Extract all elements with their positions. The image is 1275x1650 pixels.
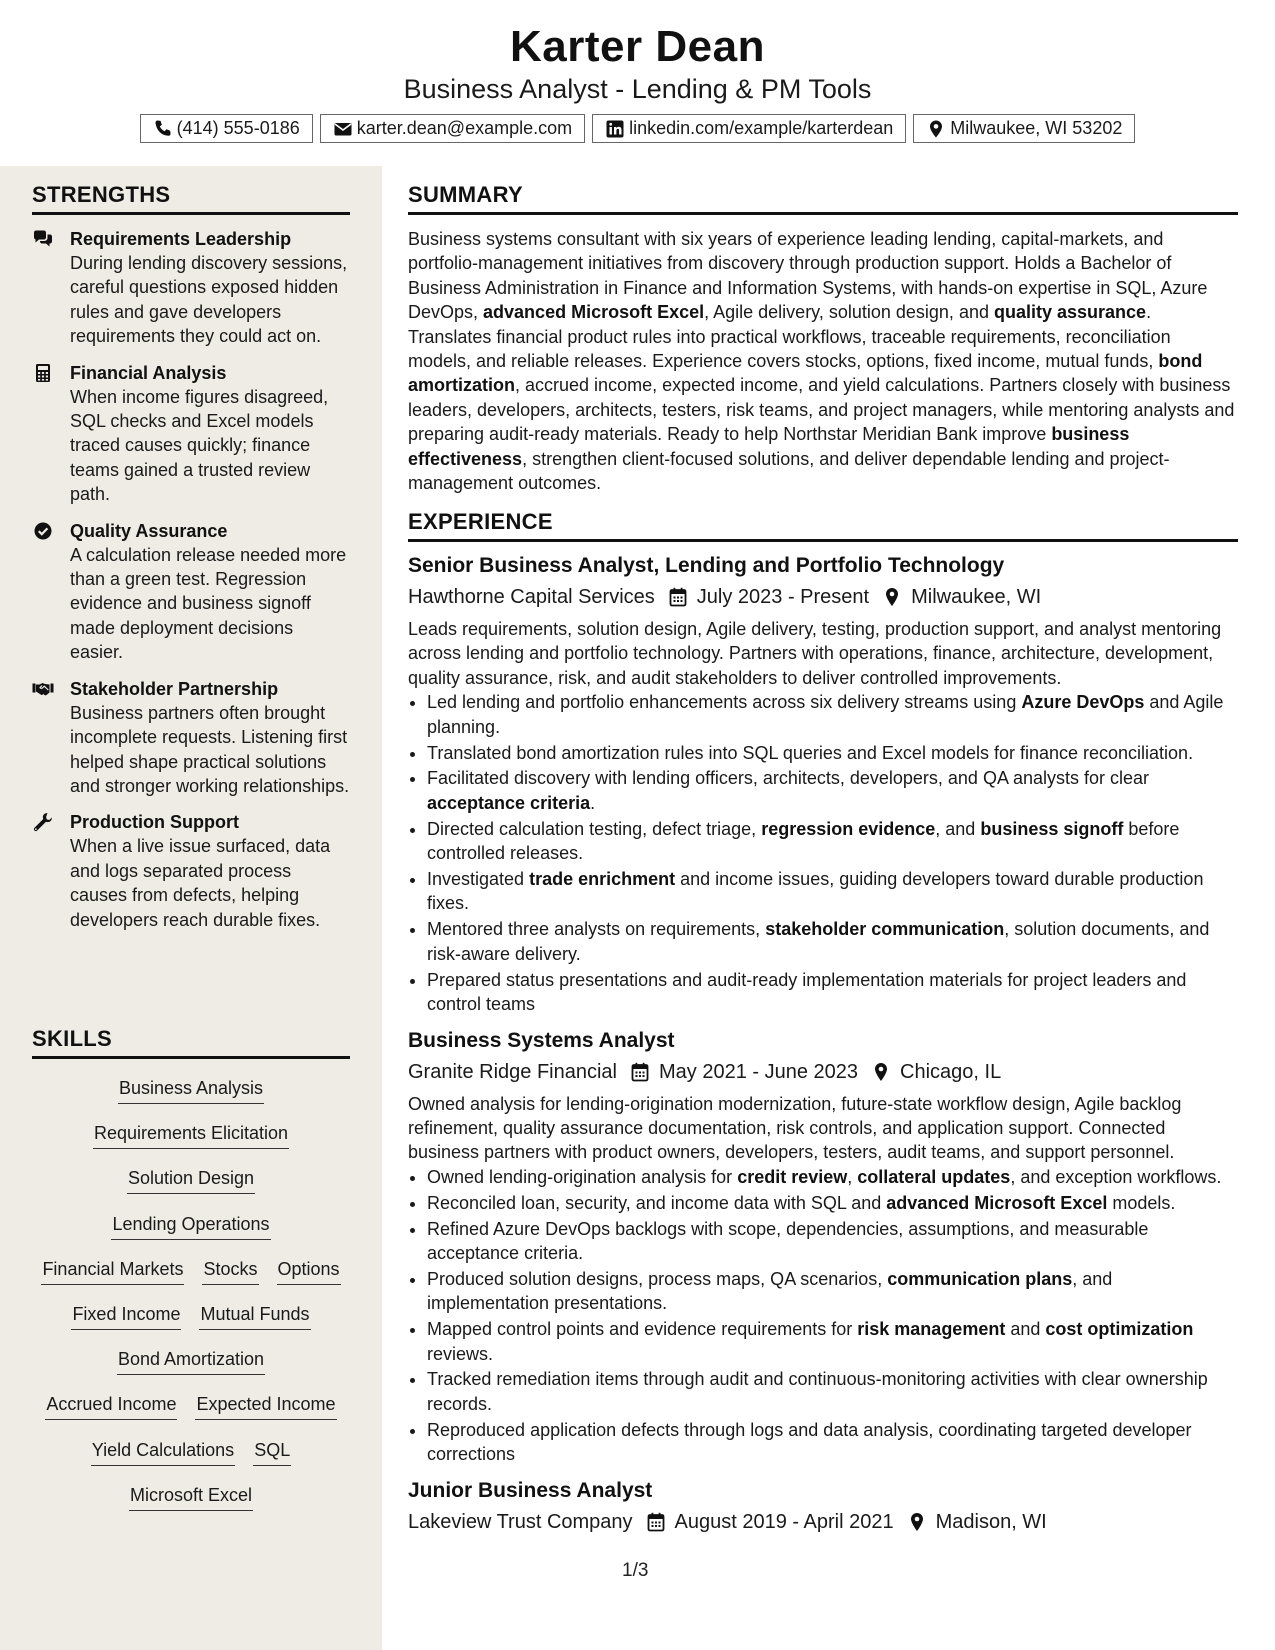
handshake-icon [32, 679, 54, 699]
strength-description: A calculation release needed more than a green test. Regression evidence and business signoff made deployment decisions easier. [70, 544, 347, 663]
bold-keyword: collateral updates [857, 1166, 1011, 1187]
contact-bar [0, 114, 1275, 143]
strength-title: Financial Analysis [70, 362, 227, 383]
strength-description: When a live issue surfaced, data and logs separated process causes from defects, helping developers reach durable fixes. [70, 836, 331, 930]
contact-email[interactable] [320, 114, 585, 143]
contact-location[interactable] [913, 114, 1135, 143]
map-pin-icon [926, 119, 946, 139]
skills-section [0, 1026, 382, 1527]
calculator-icon [32, 363, 54, 383]
calendar-icon [647, 1512, 665, 1532]
job-bullets [408, 1165, 1238, 1467]
strengths-heading: STRENGTHS [32, 182, 350, 215]
skill-tag: Expected Income [195, 1391, 336, 1420]
job-dates: July 2023 - Present [696, 586, 870, 608]
job-description: Owned analysis for lending-origination modernization, future-state workflow design, Agile backlog refinement, quality assurance documentation, risk controls, and application support. Connected business partners with product owners, developers, testers, audit teams, and support personnel. [408, 1093, 1182, 1163]
skills-heading: SKILLS [32, 1026, 350, 1059]
bold-keyword: trade enrichment [529, 869, 676, 890]
job-title: Senior Business Analyst, Lending and Portfolio Technology [408, 554, 1005, 577]
bold-keyword: risk management [857, 1319, 1006, 1340]
job-bullet: • Produced solution designs, process maps, QA scenarios, communication plans, and implementation presentations. [427, 1267, 1238, 1316]
job-company: Hawthorne Capital Services [408, 586, 655, 608]
map-pin-icon [883, 587, 901, 607]
job-description: Leads requirements, solution design, Agile delivery, testing, production support, and analyst mentoring across lending and portfolio technology. Partners with operations, finance, architecture, development, quality assurance, risk, and audit stakeholders to deliver controlled improvements. [408, 619, 1222, 688]
job-title: Junior Business Analyst [408, 1478, 653, 1502]
page-number: 1/3 [622, 1560, 649, 1581]
summary-heading: SUMMARY [408, 182, 1238, 215]
job-bullet: • Directed calculation testing, defect triage, regression evidence, and business signoff before controlled releases. [427, 817, 1238, 866]
strength-title: Stakeholder Partnership [70, 678, 279, 699]
job-dates: May 2021 - June 2023 [659, 1060, 859, 1083]
job-bullet: • Mentored three analysts on requirements, stakeholder communication, solution documents, and risk-aware delivery. [427, 917, 1238, 966]
skill-tag: Financial Markets [41, 1256, 184, 1285]
bold-keyword: credit review [737, 1166, 848, 1187]
bold-keyword: advanced Microsoft Excel [483, 302, 705, 323]
calendar-icon [669, 587, 687, 607]
job-location: Madison, WI [935, 1510, 1047, 1533]
skill-tag: Microsoft Excel [129, 1482, 253, 1511]
skill-tag: Mutual Funds [199, 1301, 310, 1330]
job-bullet: • Translated bond amortization rules into SQL queries and Excel models for finance reconciliation. [427, 741, 1238, 765]
linkedin-icon [605, 119, 625, 139]
bold-keyword: regression evidence [761, 818, 936, 839]
bold-keyword: advanced Microsoft Excel [886, 1192, 1108, 1213]
skill-tag: Lending Operations [111, 1211, 270, 1240]
contact-linkedin-text: linkedin.com/example/karterdean [629, 118, 894, 138]
check-circle-icon [32, 521, 54, 541]
job-entry [408, 1027, 1238, 1467]
sidebar [0, 166, 382, 1650]
bold-keyword: communication plans [887, 1268, 1073, 1289]
comments-icon [32, 229, 54, 249]
job-company: Lakeview Trust Company [408, 1510, 633, 1533]
resume-header [0, 0, 1275, 166]
job-bullet: • Prepared status presentations and audit-ready implementation materials for project leaders and control teams [427, 968, 1238, 1017]
strength-description: When income figures disagreed, SQL checks and Excel models traced causes quickly; finance teams gained a trusted review path. [70, 386, 329, 505]
candidate-name: Karter Dean [510, 22, 765, 71]
job-bullet: • Owned lending-origination analysis for credit review, collateral updates, and exception workflows. [427, 1165, 1238, 1189]
job-entry [408, 552, 1238, 1017]
bold-keyword: business effectiveness [408, 424, 1130, 469]
job-bullet: • Refined Azure DevOps backlogs with scope, dependencies, assumptions, and measurable acceptance criteria. [427, 1217, 1238, 1266]
skill-tag: Yield Calculations [91, 1437, 235, 1466]
skill-tag: Options [277, 1256, 341, 1285]
job-bullet: • Investigated trade enrichment and income issues, guiding developers toward durable production fixes. [427, 867, 1238, 916]
strengths-section [0, 182, 382, 944]
strength-title: Requirements Leadership [70, 229, 292, 249]
experience-heading: EXPERIENCE [408, 509, 1238, 542]
job-bullet: • Mapped control points and evidence requirements for risk management and cost optimization reviews. [427, 1317, 1238, 1366]
skill-tag: Bond Amortization [117, 1346, 265, 1375]
job-dates: August 2019 - April 2021 [674, 1510, 894, 1533]
job-company: Granite Ridge Financial [408, 1060, 617, 1083]
bold-keyword: bond amortization [408, 351, 1203, 396]
contact-phone-text: (414) 555-0186 [176, 118, 300, 138]
summary-text: Business systems consultant with six years of experience leading lending, capital-markets, and portfolio-management initiatives from discovery through production support. Holds a Bachelor of Business Administration in Finance and Information Systems, with hands-on expertise in SQL, Azure DevOps, advanced Microsoft Excel, Agile delivery, solution design, and quality assurance. Translates financial product rules into practical workflows, traceable requirements, reconciliation models, and reliable releases. Experience covers stocks, options, fixed income, mutual funds, bond amortization, accrued income, expected income, and yield calculations. Partners closely with business leaders, developers, architects, testers, risk teams, and project managers, while mentoring analysts and preparing audit-ready materials. Ready to help Northstar Meridian Bank improve business effectiveness, strengthen client-focused solutions, and deliver dependable lending and project-management outcomes. [408, 229, 1235, 494]
job-bullet: • Tracked remediation items through audit and continuous-monitoring activities with clear ownership records. [427, 1367, 1238, 1416]
map-pin-icon [872, 1062, 890, 1082]
skill-tag: SQL [253, 1437, 291, 1466]
job-meta [408, 584, 1238, 610]
calendar-icon [631, 1062, 649, 1082]
job-bullet: • Led lending and portfolio enhancements across six delivery streams using Azure DevOps and Agile planning. [427, 690, 1238, 739]
strength-title: Quality Assurance [70, 520, 228, 541]
job-title: Business Systems Analyst [408, 1028, 675, 1052]
bold-keyword: stakeholder communication [765, 919, 1005, 940]
skill-tag: Fixed Income [71, 1301, 181, 1330]
skill-tag: Stocks [202, 1256, 258, 1285]
map-pin-icon [908, 1512, 926, 1532]
job-bullets [408, 690, 1238, 1016]
wrench-icon [32, 812, 54, 832]
job-bullet: • Reproduced application defects through logs and data analysis, coordinating targeted developer corrections [427, 1418, 1238, 1467]
bold-keyword: quality assurance [993, 302, 1147, 323]
experience-section [408, 509, 1238, 1535]
bold-keyword: business signoff [980, 818, 1124, 839]
skill-tag: Accrued Income [45, 1391, 177, 1420]
strength-item [32, 677, 382, 799]
job-entry [408, 1477, 1238, 1535]
bold-keyword: cost optimization [1045, 1319, 1194, 1340]
strength-title: Production Support [70, 812, 239, 833]
contact-phone[interactable] [140, 114, 313, 143]
skill-tag: Requirements Elicitation [93, 1120, 289, 1149]
skill-tag: Solution Design [127, 1165, 255, 1194]
job-bullet: • Reconciled loan, security, and income data with SQL and advanced Microsoft Excel models. [427, 1191, 1238, 1215]
job-meta [408, 1059, 1238, 1085]
contact-location-text: Milwaukee, WI 53202 [950, 118, 1123, 138]
contact-email-text: karter.dean@example.com [356, 118, 573, 138]
bold-keyword: Azure DevOps [1021, 692, 1145, 713]
job-location: Milwaukee, WI [911, 586, 1042, 608]
strength-item [32, 227, 382, 349]
skill-tag: Business Analysis [118, 1075, 264, 1104]
strength-item [32, 361, 382, 507]
strength-item [32, 519, 382, 665]
envelope-icon [333, 119, 353, 139]
candidate-headline: Business Analyst - Lending & PM Tools [403, 74, 872, 104]
job-bullet: • Facilitated discovery with lending officers, architects, developers, and QA analysts for clear acceptance criteria. [427, 766, 1238, 815]
strength-description: Business partners often brought incomplete requests. Listening first helped shape practical solutions and stronger working relationships. [70, 702, 350, 796]
job-meta [408, 1509, 1238, 1535]
phone-icon [153, 119, 173, 139]
skills-list [0, 1075, 350, 1527]
contact-linkedin[interactable] [592, 114, 906, 143]
strengths-list [0, 227, 382, 932]
summary-section [408, 182, 1238, 495]
strength-item [32, 810, 382, 932]
strength-description: During lending discovery sessions, careful questions exposed hidden rules and gave developers requirements they could act on. [70, 253, 348, 347]
job-location: Chicago, IL [900, 1060, 1002, 1083]
bold-keyword: acceptance criteria [427, 792, 591, 813]
